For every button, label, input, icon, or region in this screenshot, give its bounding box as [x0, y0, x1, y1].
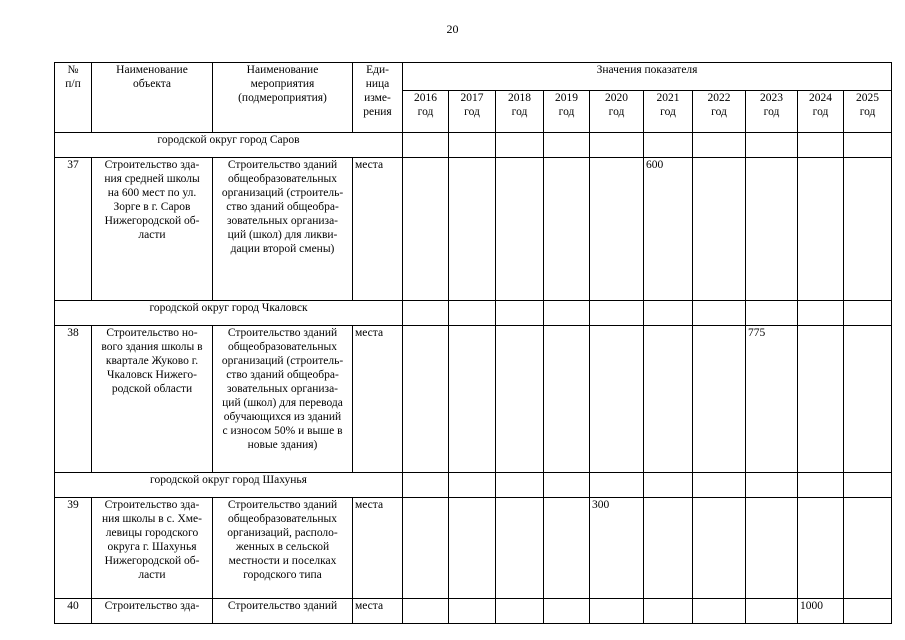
- region-row: [55, 133, 892, 158]
- value-cell: [544, 326, 590, 473]
- value-cell: [844, 498, 892, 599]
- value-cell: [644, 326, 693, 473]
- value-cell: [590, 599, 644, 624]
- region-row: [55, 301, 892, 326]
- unit-cell: места: [353, 498, 403, 599]
- value-cell: [496, 599, 544, 624]
- header-unit: Еди- ница изме- рения: [353, 63, 403, 133]
- header-year: 2021 год: [644, 91, 693, 133]
- header-year: 2018 год: [496, 91, 544, 133]
- value-cell: [844, 599, 892, 624]
- object-name: Строительство зда-: [92, 599, 213, 624]
- page-number: 20: [446, 22, 459, 36]
- value-cell: [798, 158, 844, 301]
- region-label: городской округ город Чкаловск: [55, 301, 403, 326]
- value-cell: [746, 498, 798, 599]
- region-label: городской округ город Шахунья: [55, 473, 403, 498]
- value-cell: [403, 599, 449, 624]
- header-number: № п/п: [55, 63, 92, 133]
- value-cell: 1000: [798, 599, 844, 624]
- value-cell: [746, 599, 798, 624]
- table-row: [55, 498, 892, 599]
- value-cell: [844, 158, 892, 301]
- value-cell: [403, 498, 449, 599]
- value-cell: [693, 498, 746, 599]
- table-row: [55, 599, 892, 624]
- header-event-name: Наименование мероприятия (подмероприятия): [213, 63, 353, 133]
- object-name: Строительство зда- ния школы в с. Хме- левицы городского округа г. Шахунья Нижегородской об- ласти: [92, 498, 213, 599]
- value-cell: [449, 599, 496, 624]
- row-number: 40: [55, 599, 92, 624]
- value-cell: 300: [590, 498, 644, 599]
- header-year: 2023 год: [746, 91, 798, 133]
- unit-cell: места: [353, 158, 403, 301]
- value-cell: [496, 326, 544, 473]
- value-cell: [590, 158, 644, 301]
- value-cell: [544, 498, 590, 599]
- event-name: Строительство зданий: [213, 599, 353, 624]
- value-cell: [693, 158, 746, 301]
- header-year: 2020 год: [590, 91, 644, 133]
- event-name: Строительство зданий общеобразовательных организаций (строитель- ство зданий общеобра- зовательных организа- ций (школ) для перевода обучающихся из зданий с износом 50% и выше в новые здания): [213, 326, 353, 473]
- header-year: 2022 год: [693, 91, 746, 133]
- header-year: 2016 год: [403, 91, 449, 133]
- object-name: Строительство зда- ния средней школы на 600 мест по ул. Зорге в г. Саров Нижегородской об- ласти: [92, 158, 213, 301]
- value-cell: 775: [746, 326, 798, 473]
- row-number: 39: [55, 498, 92, 599]
- value-cell: [798, 498, 844, 599]
- event-name: Строительство зданий общеобразовательных организаций (строитель- ство зданий общеобра- зовательных организа- ций (школ) для ликви- дации второй смены): [213, 158, 353, 301]
- value-cell: [844, 326, 892, 473]
- value-cell: [798, 326, 844, 473]
- value-cell: [590, 326, 644, 473]
- value-cell: [496, 498, 544, 599]
- header-year: 2019 год: [544, 91, 590, 133]
- value-cell: [449, 498, 496, 599]
- header-indicator-values: Значения показателя: [403, 63, 892, 91]
- row-number: 37: [55, 158, 92, 301]
- region-row: [55, 473, 892, 498]
- value-cell: [644, 599, 693, 624]
- row-number: 38: [55, 326, 92, 473]
- value-cell: [403, 158, 449, 301]
- header-object-name: Наименование объекта: [92, 63, 213, 133]
- value-cell: [746, 158, 798, 301]
- header-year: 2025 год: [844, 91, 892, 133]
- header-year: 2024 год: [798, 91, 844, 133]
- unit-cell: места: [353, 326, 403, 473]
- object-name: Строительство но- вого здания школы в квартале Жуково г. Чкаловск Нижего- родской области: [92, 326, 213, 473]
- event-name: Строительство зданий общеобразовательных организаций, располо- женных в сельской местности и поселках городского типа: [213, 498, 353, 599]
- value-cell: [403, 326, 449, 473]
- unit-cell: места: [353, 599, 403, 624]
- value-cell: [496, 158, 544, 301]
- value-cell: [544, 599, 590, 624]
- value-cell: [693, 326, 746, 473]
- table-row: [55, 158, 892, 301]
- table-row: [55, 326, 892, 473]
- value-cell: 600: [644, 158, 693, 301]
- value-cell: [544, 158, 590, 301]
- value-cell: [644, 498, 693, 599]
- value-cell: [449, 158, 496, 301]
- header-year: 2017 год: [449, 91, 496, 133]
- region-label: городской округ город Саров: [55, 133, 403, 158]
- indicator-table: [54, 62, 892, 624]
- value-cell: [693, 599, 746, 624]
- value-cell: [449, 326, 496, 473]
